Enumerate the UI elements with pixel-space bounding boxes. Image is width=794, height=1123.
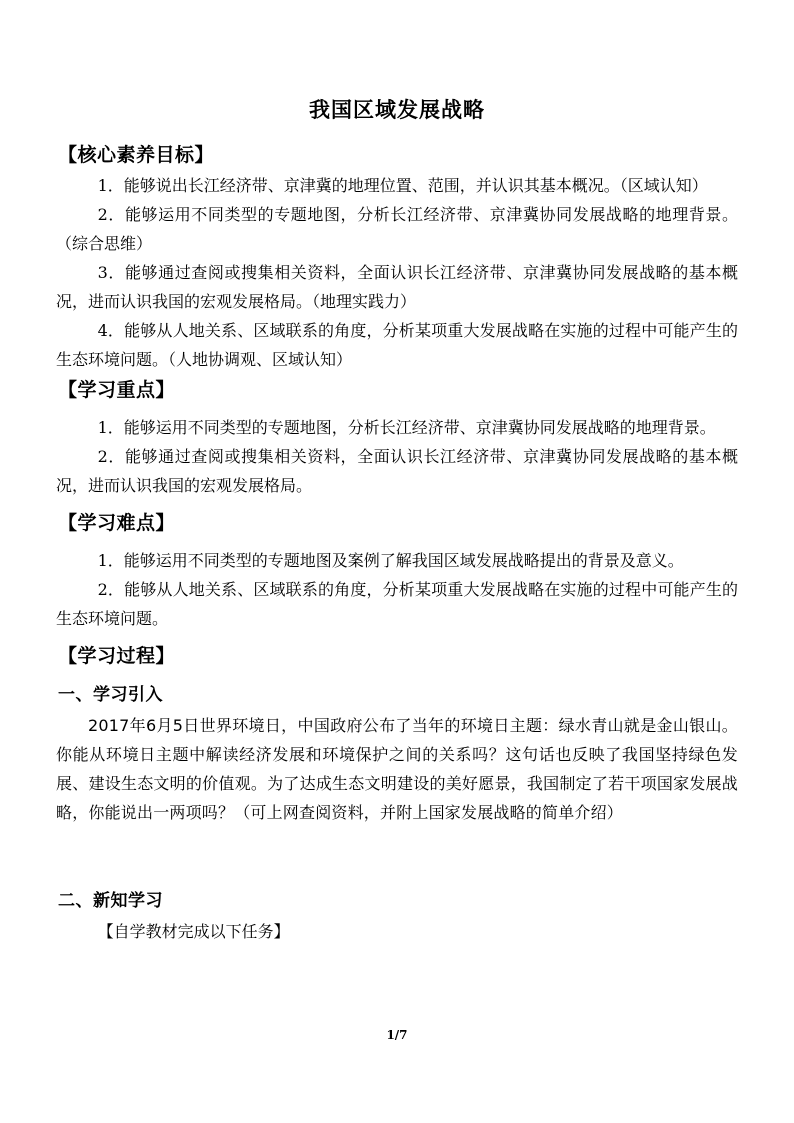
subheading-part-two: 二、新知学习 (58, 891, 163, 911)
section-heading-key-points: 【学习重点】 (58, 379, 176, 401)
core-literacy-item-3: 3．能够通过查阅或搜集相关资料，全面认识长江经济带、京津冀协同发展战略的基本概况，进而认识我国的宏观发展格局。（地理实践力） (56, 263, 738, 311)
subheading-part-one: 一、学习引入 (58, 685, 163, 705)
section-heading-difficult-points: 【学习难点】 (58, 512, 176, 534)
spacer (56, 633, 738, 640)
key-points-item-2: 2．能够通过查阅或搜集相关资料，全面认识长江经济带、京津冀协同发展战略的基本概况，进而认识我国的宏观发展格局。 (56, 447, 738, 495)
spacer (56, 125, 738, 139)
spacer (56, 406, 738, 413)
core-literacy-item-4: 4．能够从人地关系、区域联系的角度，分析某项重大发展战略在实施的过程中可能产生的生态环境问题。（人地协调观、区域认知） (56, 321, 738, 369)
key-points-item-1: 1．能够运用不同类型的专题地图，分析长江经济带、京津冀协同发展战略的地理背景。 (97, 418, 716, 437)
core-literacy-item-1: 1．能够说出长江经济带、京津冀的地理位置、范围，并认识其基本概况。（区域认知） (97, 176, 708, 195)
self-study-task-note: 【自学教材完成以下任务】 (97, 922, 290, 941)
page-title: 我国区域发展战略 (309, 97, 485, 122)
learning-intro-paragraph: 2017年6月5日世界环境日，中国政府公布了当年的环境日主题：绿水青山就是金山银山。你能从环境日主题中解读经济发展和环境保护之间的关系吗？这句话也反映了我国坚持绿色发展、建设生态文明的价值观。为了达成生态文明建设的美好愿景，我国制定了若干项国家发展战略，你能说出一两项吗？（可上网查阅资料，并附上国家发展战略的简单介绍） (56, 716, 738, 822)
blank-answer-area (56, 827, 738, 885)
spacer (56, 672, 738, 679)
difficult-points-item-1: 1．能够运用不同类型的专题地图及案例了解我国区域发展战略提出的背景及意义。 (97, 551, 684, 570)
spacer (56, 539, 738, 546)
page-number: 1/7 (386, 1028, 408, 1042)
difficult-points-item-2: 2．能够从人地关系、区域联系的角度，分析某项重大发展战略在实施的过程中可能产生的生态环境问题。 (56, 580, 738, 628)
core-literacy-item-2: 2．能够运用不同类型的专题地图，分析长江经济带、京津冀协同发展战略的地理背景。（综合思维） (56, 205, 738, 253)
spacer (56, 500, 738, 507)
section-heading-core-literacy: 【核心素养目标】 (58, 144, 215, 166)
section-heading-learning-process: 【学习过程】 (58, 645, 176, 667)
